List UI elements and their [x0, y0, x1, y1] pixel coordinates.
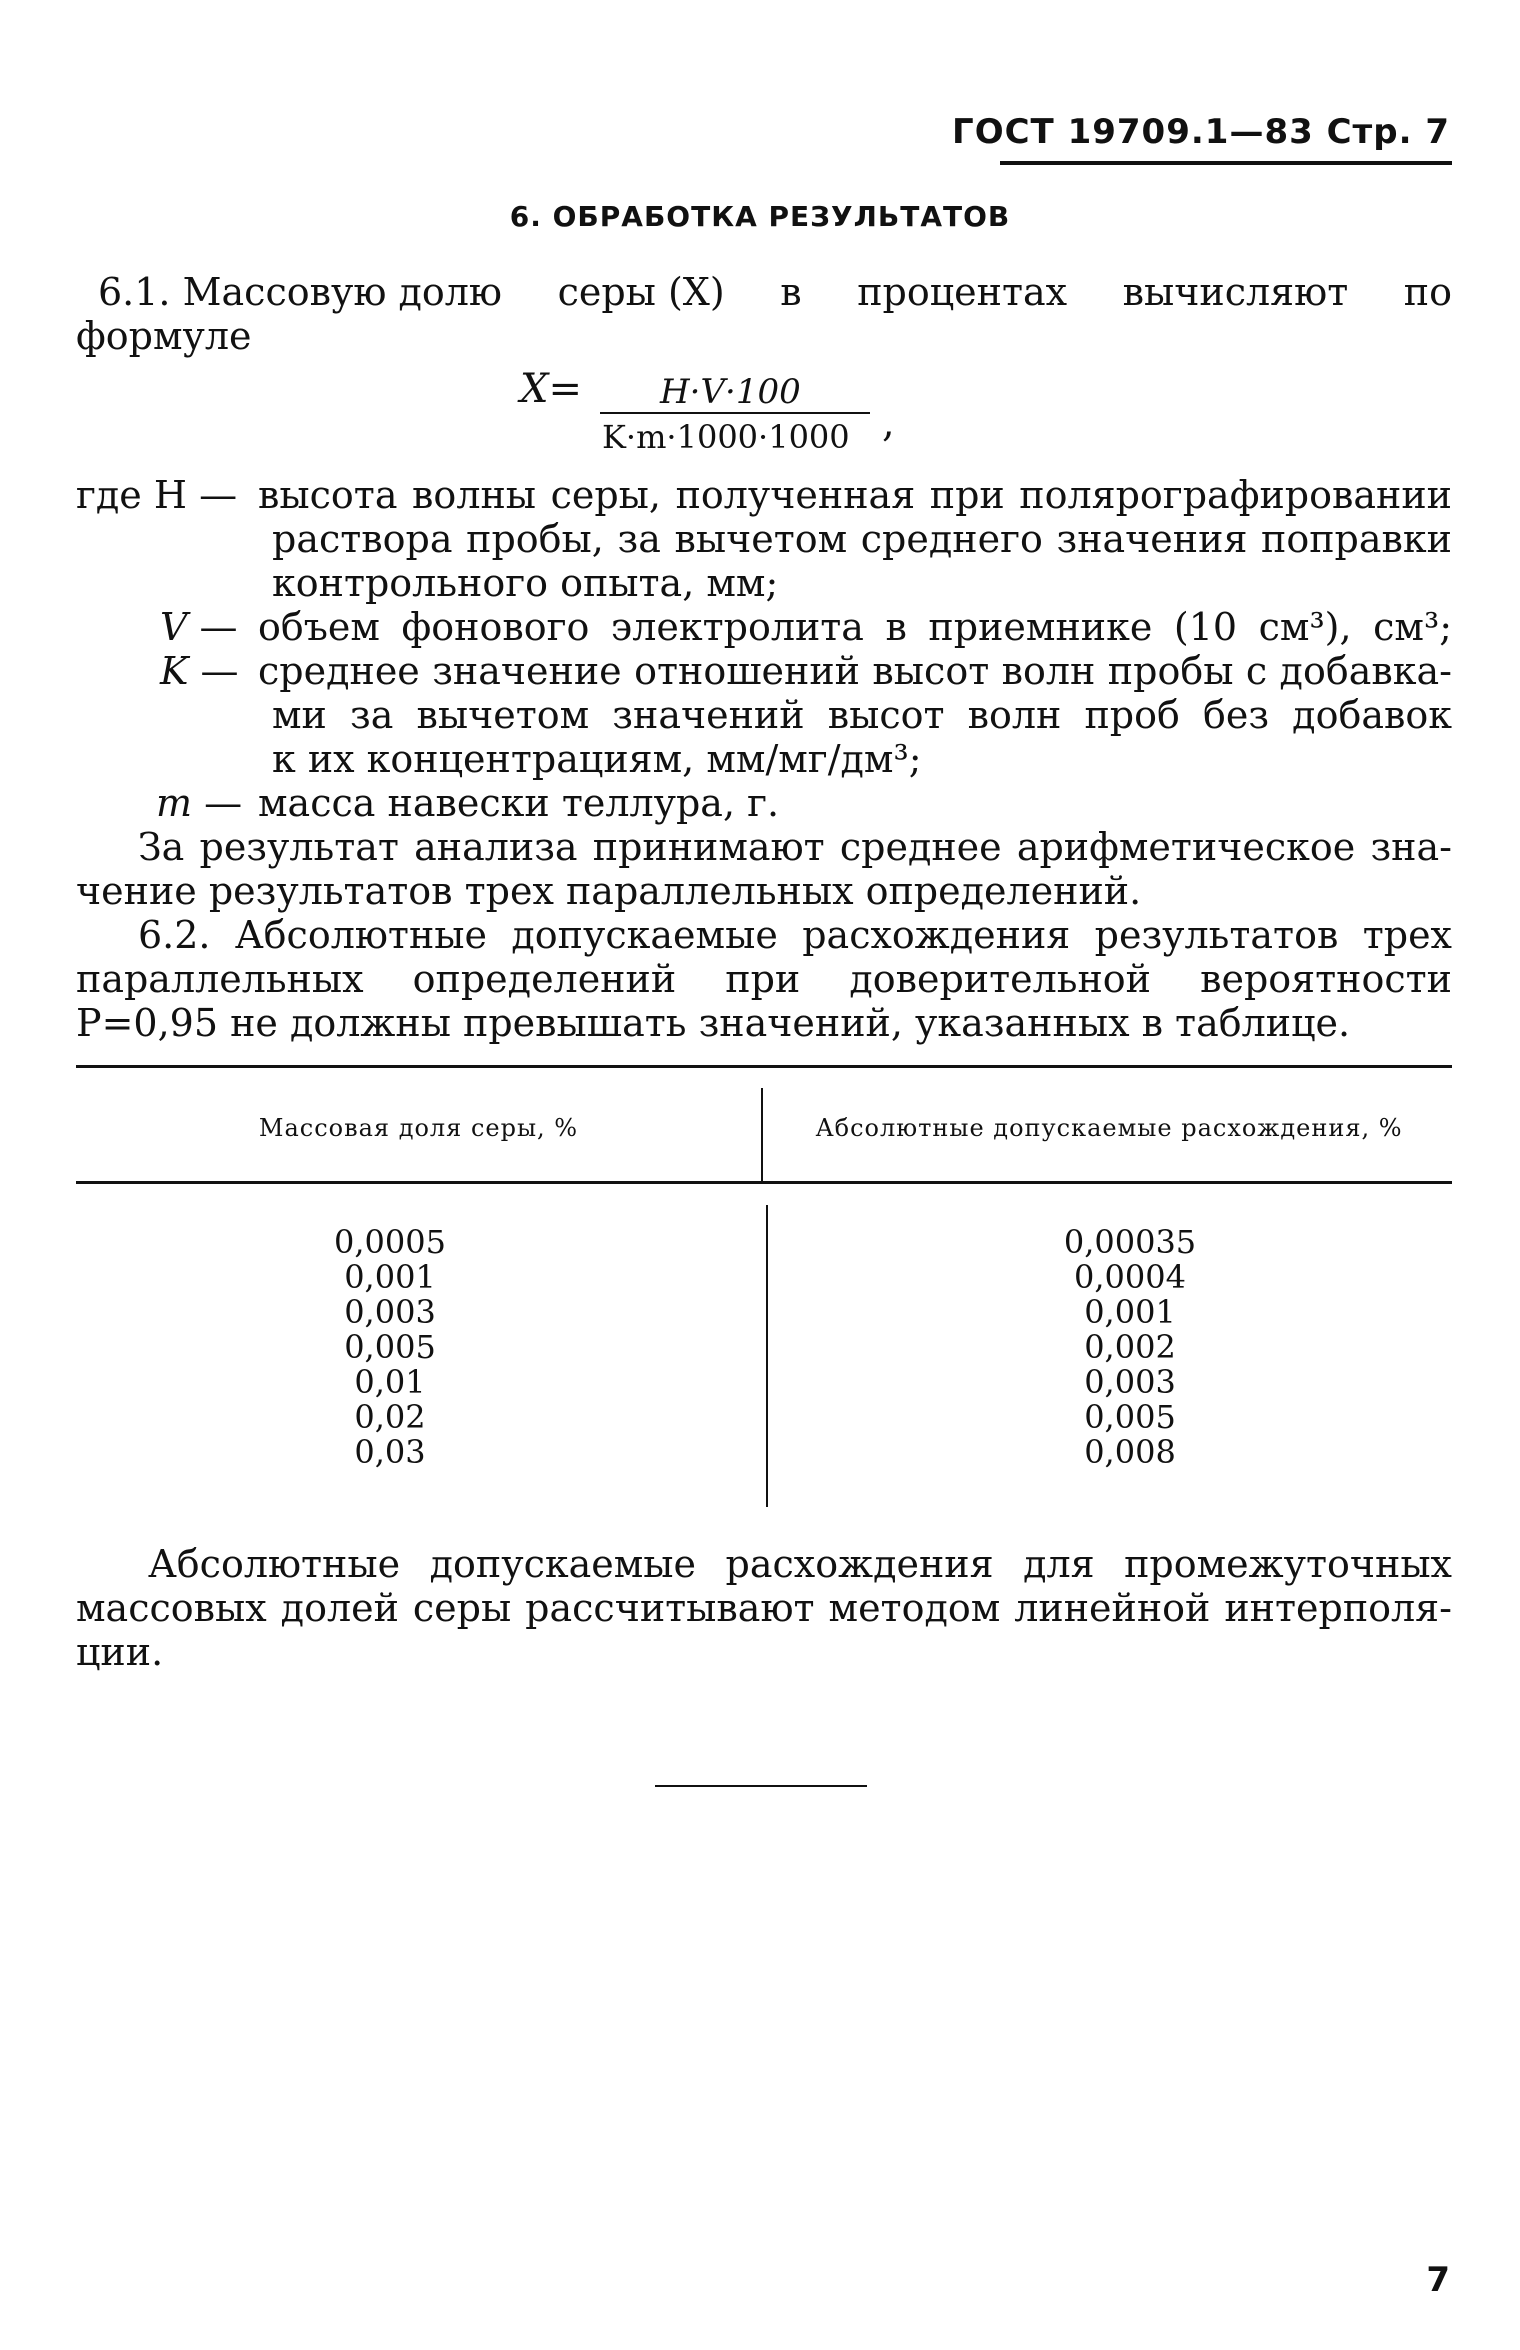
table-cell: 0,005	[344, 1328, 436, 1366]
formula-comma: ,	[882, 400, 895, 446]
formula-numerator: H·V·100	[660, 372, 801, 412]
p61-word: процентах	[857, 270, 1068, 314]
table-col1	[300, 1225, 480, 1470]
p62-line: P=0,95 не должны превышать значений, указанных в таблице.	[76, 1001, 1351, 1045]
def-h-line: раствора пробы, за вычетом среднего значения поправки	[272, 517, 1452, 561]
page-number: 7	[1426, 2260, 1450, 2300]
table-header-col1: Массовая доля серы, %	[258, 1114, 579, 1142]
fraction-bar	[600, 412, 870, 414]
p61-line1	[76, 270, 1452, 314]
table-cell: 0,03	[354, 1433, 426, 1471]
formula-denominator: K·m·1000·1000	[602, 418, 850, 456]
p61-line2: формуле	[76, 314, 252, 358]
table-cell: 0,0004	[1074, 1258, 1186, 1296]
def-k-line: среднее значение отношений высот волн пробы с добавка-	[258, 649, 1452, 693]
table-top-rule	[76, 1065, 1452, 1068]
section-title: 6. ОБРАБОТКА РЕЗУЛЬТАТОВ	[509, 200, 1011, 233]
closing-line: массовых долей серы рассчитывают методом линейной интерполя-	[76, 1586, 1452, 1630]
table-header-rule	[76, 1181, 1452, 1184]
page-header: ГОСТ 19709.1—83 Стр. 7	[952, 112, 1450, 152]
def-h-term	[76, 473, 237, 517]
p61-word: серы (X)	[557, 270, 725, 314]
table-header-col2: Абсолютные допускаемые расхождения, %	[815, 1114, 1403, 1142]
table-cell: 0,0005	[334, 1223, 446, 1261]
p61-word: вычисляют	[1122, 270, 1349, 314]
def-m-line: масса навески теллура, г.	[258, 781, 780, 825]
def-v-line: объем фонового электролита в приемнике (10 см³), см³;	[258, 605, 1452, 649]
def-k-line: ми за вычетом значений высот волн проб без добавок	[272, 693, 1452, 737]
table-cell: 0,01	[354, 1363, 426, 1401]
table-cell: 0,003	[344, 1293, 436, 1331]
closing-line: Абсолютные допускаемые расхождения для промежуточных	[148, 1542, 1452, 1586]
header-rule	[1000, 161, 1452, 165]
def-term: где H	[76, 473, 188, 517]
formula-lhs: X=	[520, 366, 582, 412]
def-v-term	[160, 605, 238, 649]
def-dash: —	[204, 781, 243, 825]
table-cell: 0,02	[354, 1398, 426, 1436]
def-h-line: контрольного опыта, мм;	[272, 561, 779, 605]
def-h-line: высота волны серы, полученная при полярографировании	[258, 473, 1452, 517]
table-cell: 0,003	[1084, 1363, 1176, 1401]
table-cell: 0,008	[1084, 1433, 1176, 1471]
table-cell: 0,00035	[1063, 1223, 1197, 1261]
p62-line: 6.2. Абсолютные допускаемые расхождения результатов трех	[138, 913, 1452, 957]
table-col2	[1030, 1225, 1230, 1470]
p62-line: параллельных определений при доверительной вероятности	[76, 957, 1452, 1001]
result-line: чение результатов трех параллельных определений.	[76, 869, 1142, 913]
p61-word: по	[1403, 270, 1452, 314]
p61-word: 6.1. Массовую долю	[98, 270, 503, 314]
table-divider-header	[761, 1088, 763, 1184]
table-cell: 0,002	[1084, 1328, 1176, 1366]
table-divider-body	[766, 1205, 768, 1507]
def-term: K	[160, 649, 189, 693]
table-cell: 0,001	[1084, 1293, 1176, 1331]
def-dash: —	[199, 473, 238, 517]
end-rule	[655, 1785, 867, 1787]
def-term: m	[156, 781, 193, 825]
def-term: V	[160, 605, 188, 649]
def-dash: —	[200, 649, 239, 693]
def-k-term	[160, 649, 238, 693]
closing-line: ции.	[76, 1630, 164, 1674]
def-dash: —	[199, 605, 238, 649]
def-k-line: к их концентрациям, мм/мг/дм³;	[272, 737, 922, 781]
table-cell: 0,001	[344, 1258, 436, 1296]
result-line: За результат анализа принимают среднее арифметическое зна-	[138, 825, 1452, 869]
p61-word: в	[780, 270, 802, 314]
def-m-term	[156, 781, 242, 825]
table-cell: 0,005	[1084, 1398, 1176, 1436]
